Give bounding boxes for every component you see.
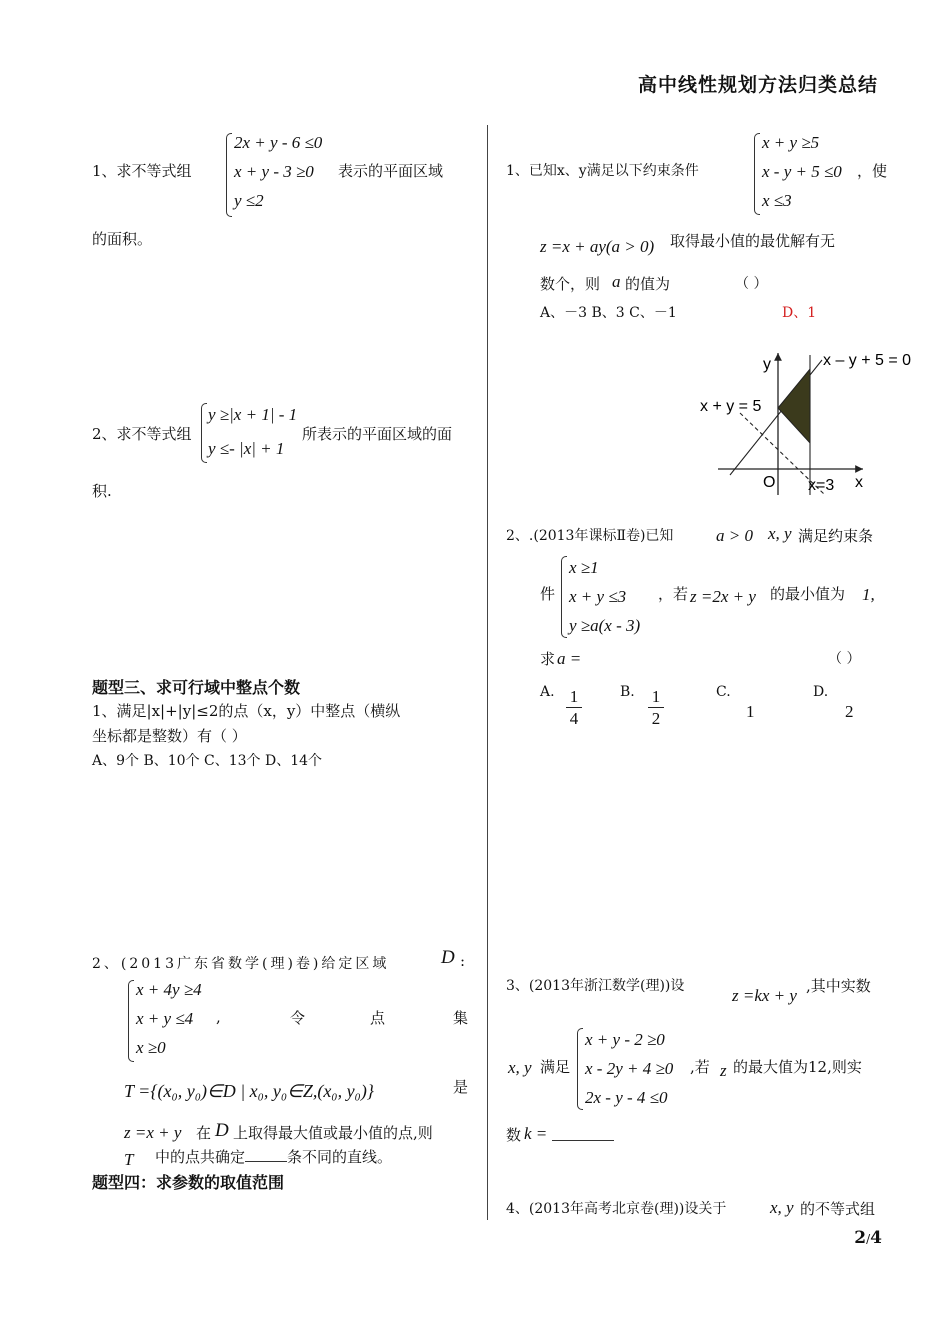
page-total: 4 bbox=[870, 1228, 882, 1248]
r3-k-eq: k = bbox=[524, 1124, 548, 1143]
page-title: 高中线性规划方法归类总结 bbox=[637, 74, 878, 96]
r2-objective: z =2x + y bbox=[690, 587, 756, 606]
r1-brace bbox=[754, 133, 760, 215]
r2-brace bbox=[561, 556, 567, 638]
r2-cond: a > 0 bbox=[716, 526, 753, 545]
r2-ineq-1: x ≥1 bbox=[569, 558, 599, 577]
r1-line3a: 数个，则 bbox=[540, 275, 601, 293]
r4-line: 4、(2013年高考北京卷(理))设关于 bbox=[506, 1201, 727, 1217]
graph-label-l2: x + y = 5 bbox=[700, 398, 762, 415]
s3q2-answer-blank[interactable] bbox=[245, 1161, 287, 1162]
s3q2-T-set: T ={(x₀, y₀)∈D | x₀, y₀∈Z,(x₀, y₀)} bbox=[124, 1081, 375, 1101]
r2-ineq-2: x + y ≤3 bbox=[569, 587, 627, 606]
s3q2-D2: D bbox=[215, 1120, 229, 1141]
page-current: 2 bbox=[854, 1228, 867, 1248]
s3q2-z-tail: 上取得最大值或最小值的点,则 bbox=[233, 1124, 433, 1142]
page-sep: / bbox=[866, 1232, 871, 1246]
s3q2-T2: T bbox=[124, 1150, 134, 1169]
r3-ineq-3: 2x - y - 4 ≤0 bbox=[585, 1088, 668, 1107]
s3q2-ji: 集 bbox=[453, 1009, 469, 1027]
s3q2-comma: , bbox=[216, 1008, 221, 1026]
r1-ineq-3: x ≤3 bbox=[762, 191, 792, 210]
q1-ineq-1: 2x + y - 6 ≤0 bbox=[234, 133, 323, 152]
r3-brace bbox=[577, 1028, 583, 1110]
r2-opt-c: 1 bbox=[746, 702, 755, 721]
r1-options: A、－3 B、3 C、－1 bbox=[540, 305, 677, 321]
r3-max: 的最大值为12,则实 bbox=[733, 1058, 862, 1076]
section-3-heading: 题型三、求可行域中整点个数 bbox=[92, 678, 301, 697]
r2-opt-d: 2 bbox=[845, 702, 854, 721]
s3q2-brace bbox=[128, 980, 134, 1062]
r1-answer: D、1 bbox=[782, 305, 817, 321]
r2-paren: （ ） bbox=[828, 651, 861, 667]
r1-line1b: ，使 bbox=[857, 162, 888, 180]
q1-after: 表示的平面区域 bbox=[338, 162, 444, 180]
s3q2-D: D bbox=[441, 947, 455, 968]
r3-z: z bbox=[720, 1061, 727, 1080]
r1-paren: （ ） bbox=[735, 276, 768, 292]
r2-opt-b-num: 1 bbox=[651, 687, 661, 706]
r2-opt-a-bar bbox=[566, 707, 582, 708]
r1-ineq-2: x - y + 5 ≤0 bbox=[762, 162, 842, 181]
r2-opt-b-bar bbox=[648, 707, 664, 708]
graph-label-y: y bbox=[763, 356, 771, 373]
r3-answer-blank[interactable] bbox=[552, 1124, 614, 1141]
shaded-region bbox=[778, 369, 810, 443]
r3-ineq-1: x + y - 2 ≥0 bbox=[585, 1030, 665, 1049]
r1-line3b: 的值为 bbox=[625, 275, 671, 293]
s3q2-last-text: 中的点共确定 bbox=[155, 1148, 246, 1166]
s3q2-z-after: 在 bbox=[196, 1124, 212, 1142]
r1-ineq-1: x + y ≥5 bbox=[762, 133, 820, 152]
q1-tail: 的面积。 bbox=[92, 230, 153, 248]
graph-label-origin: O bbox=[763, 474, 776, 491]
r2-one: 1, bbox=[862, 585, 875, 604]
r2-min: 的最小值为 bbox=[770, 585, 846, 603]
r2-ineq-3: y ≥a(x - 3) bbox=[569, 616, 641, 635]
r3-line1b: ,其中实数 bbox=[806, 977, 871, 995]
q2-ineq-1: y ≥|x + 1| - 1 bbox=[208, 405, 298, 424]
q2-brace bbox=[201, 403, 207, 463]
r2-vars: x, y bbox=[768, 524, 792, 543]
r2-qiu: 求 bbox=[540, 650, 556, 668]
s3q1-line1: 1、满足|x|+|y|≤2的点（x，y）中整点（横纵 bbox=[92, 702, 401, 720]
page-number bbox=[854, 1228, 882, 1248]
s3q1-line2: 坐标都是整数）有（ ） bbox=[92, 727, 247, 745]
r2-opt-b-frac bbox=[648, 688, 664, 727]
s3q2-z: z =x + y bbox=[124, 1123, 182, 1142]
r2-opt-label-b: B. bbox=[620, 684, 635, 700]
s3q2-last bbox=[155, 1146, 392, 1167]
q1-ineq-3: y ≤2 bbox=[234, 191, 264, 210]
q2-ineq-2: y ≤- |x| + 1 bbox=[208, 439, 285, 458]
q1-prefix: 1、求不等式组 bbox=[92, 162, 192, 180]
s3q2-last-text2: 条不同的直线。 bbox=[287, 1148, 393, 1166]
r3-ineq-2: x - 2y + 4 ≥0 bbox=[585, 1059, 674, 1078]
r2-opt-a-num: 1 bbox=[569, 687, 579, 706]
r1-line2: 取得最小值的最优解有无 bbox=[670, 232, 836, 250]
s3q2-ineq-2: x + y ≤4 bbox=[136, 1009, 194, 1028]
r2-opt-a-frac bbox=[566, 688, 582, 727]
q1-brace bbox=[226, 133, 232, 217]
s3q2-ineq-1: x + 4y ≥4 bbox=[136, 980, 202, 999]
s3q2-ling: 令 bbox=[290, 1009, 306, 1027]
s3q2-ineq-3: x ≥0 bbox=[136, 1038, 166, 1057]
s3q2-dian: 点 bbox=[370, 1009, 386, 1027]
r2-opt-label-a: A. bbox=[540, 684, 555, 700]
q2-tail: 积. bbox=[92, 482, 112, 500]
r3-vars: x, y bbox=[508, 1058, 532, 1077]
graph-label-l1: x – y + 5 = 0 bbox=[823, 352, 912, 369]
q1-ineq-2: x + y - 3 ≥0 bbox=[234, 162, 314, 181]
r3-shu: 数 bbox=[506, 1126, 522, 1144]
graph-label-l3: x=3 bbox=[808, 477, 835, 494]
section-4-heading: 题型四：求参数的取值范围 bbox=[92, 1173, 285, 1192]
r2-opt-a-den: 4 bbox=[569, 709, 579, 728]
r1-line1: 1、已知x、y满足以下约束条件 bbox=[506, 163, 699, 179]
r4-tail: 的不等式组 bbox=[800, 1200, 876, 1218]
r2-ruo: ，若 bbox=[658, 585, 689, 603]
r3-objective: z =kx + y bbox=[732, 986, 797, 1005]
r2-line1b: 满足约束条 bbox=[798, 527, 874, 545]
s3q1-options: A、9个 B、10个 C、13个 D、14个 bbox=[92, 753, 323, 769]
r1-objective: z =x + ay(a > 0) bbox=[540, 237, 655, 256]
r2-opt-label-d: D. bbox=[813, 684, 829, 700]
s3q2-line1: 2、(2013广东省数学(理)卷)给定区域 bbox=[92, 956, 390, 972]
feasible-region-graph bbox=[690, 345, 930, 500]
r3-ruo: ,若 bbox=[690, 1058, 710, 1076]
column-divider bbox=[487, 125, 488, 1220]
r2-line1: 2、.(2013年课标Ⅱ卷)已知 bbox=[506, 528, 674, 544]
r4-vars: x, y bbox=[770, 1198, 794, 1217]
q2-after: 所表示的平面区域的面 bbox=[302, 425, 453, 443]
q2-prefix: 2、求不等式组 bbox=[92, 425, 192, 443]
graph-label-x: x bbox=[855, 474, 863, 491]
r1-a: a bbox=[612, 272, 621, 291]
r2-opt-b-den: 2 bbox=[651, 709, 661, 728]
r2-a-eq: a = bbox=[557, 649, 582, 668]
s3q2-shi: 是 bbox=[453, 1078, 469, 1096]
r3-manzu: 满足 bbox=[540, 1058, 571, 1076]
r3-line1: 3、(2013年浙江数学(理))设 bbox=[506, 978, 685, 994]
r2-jian: 件 bbox=[540, 585, 556, 603]
s3q2-colon: : bbox=[460, 952, 466, 970]
r2-opt-label-c: C. bbox=[716, 684, 731, 700]
